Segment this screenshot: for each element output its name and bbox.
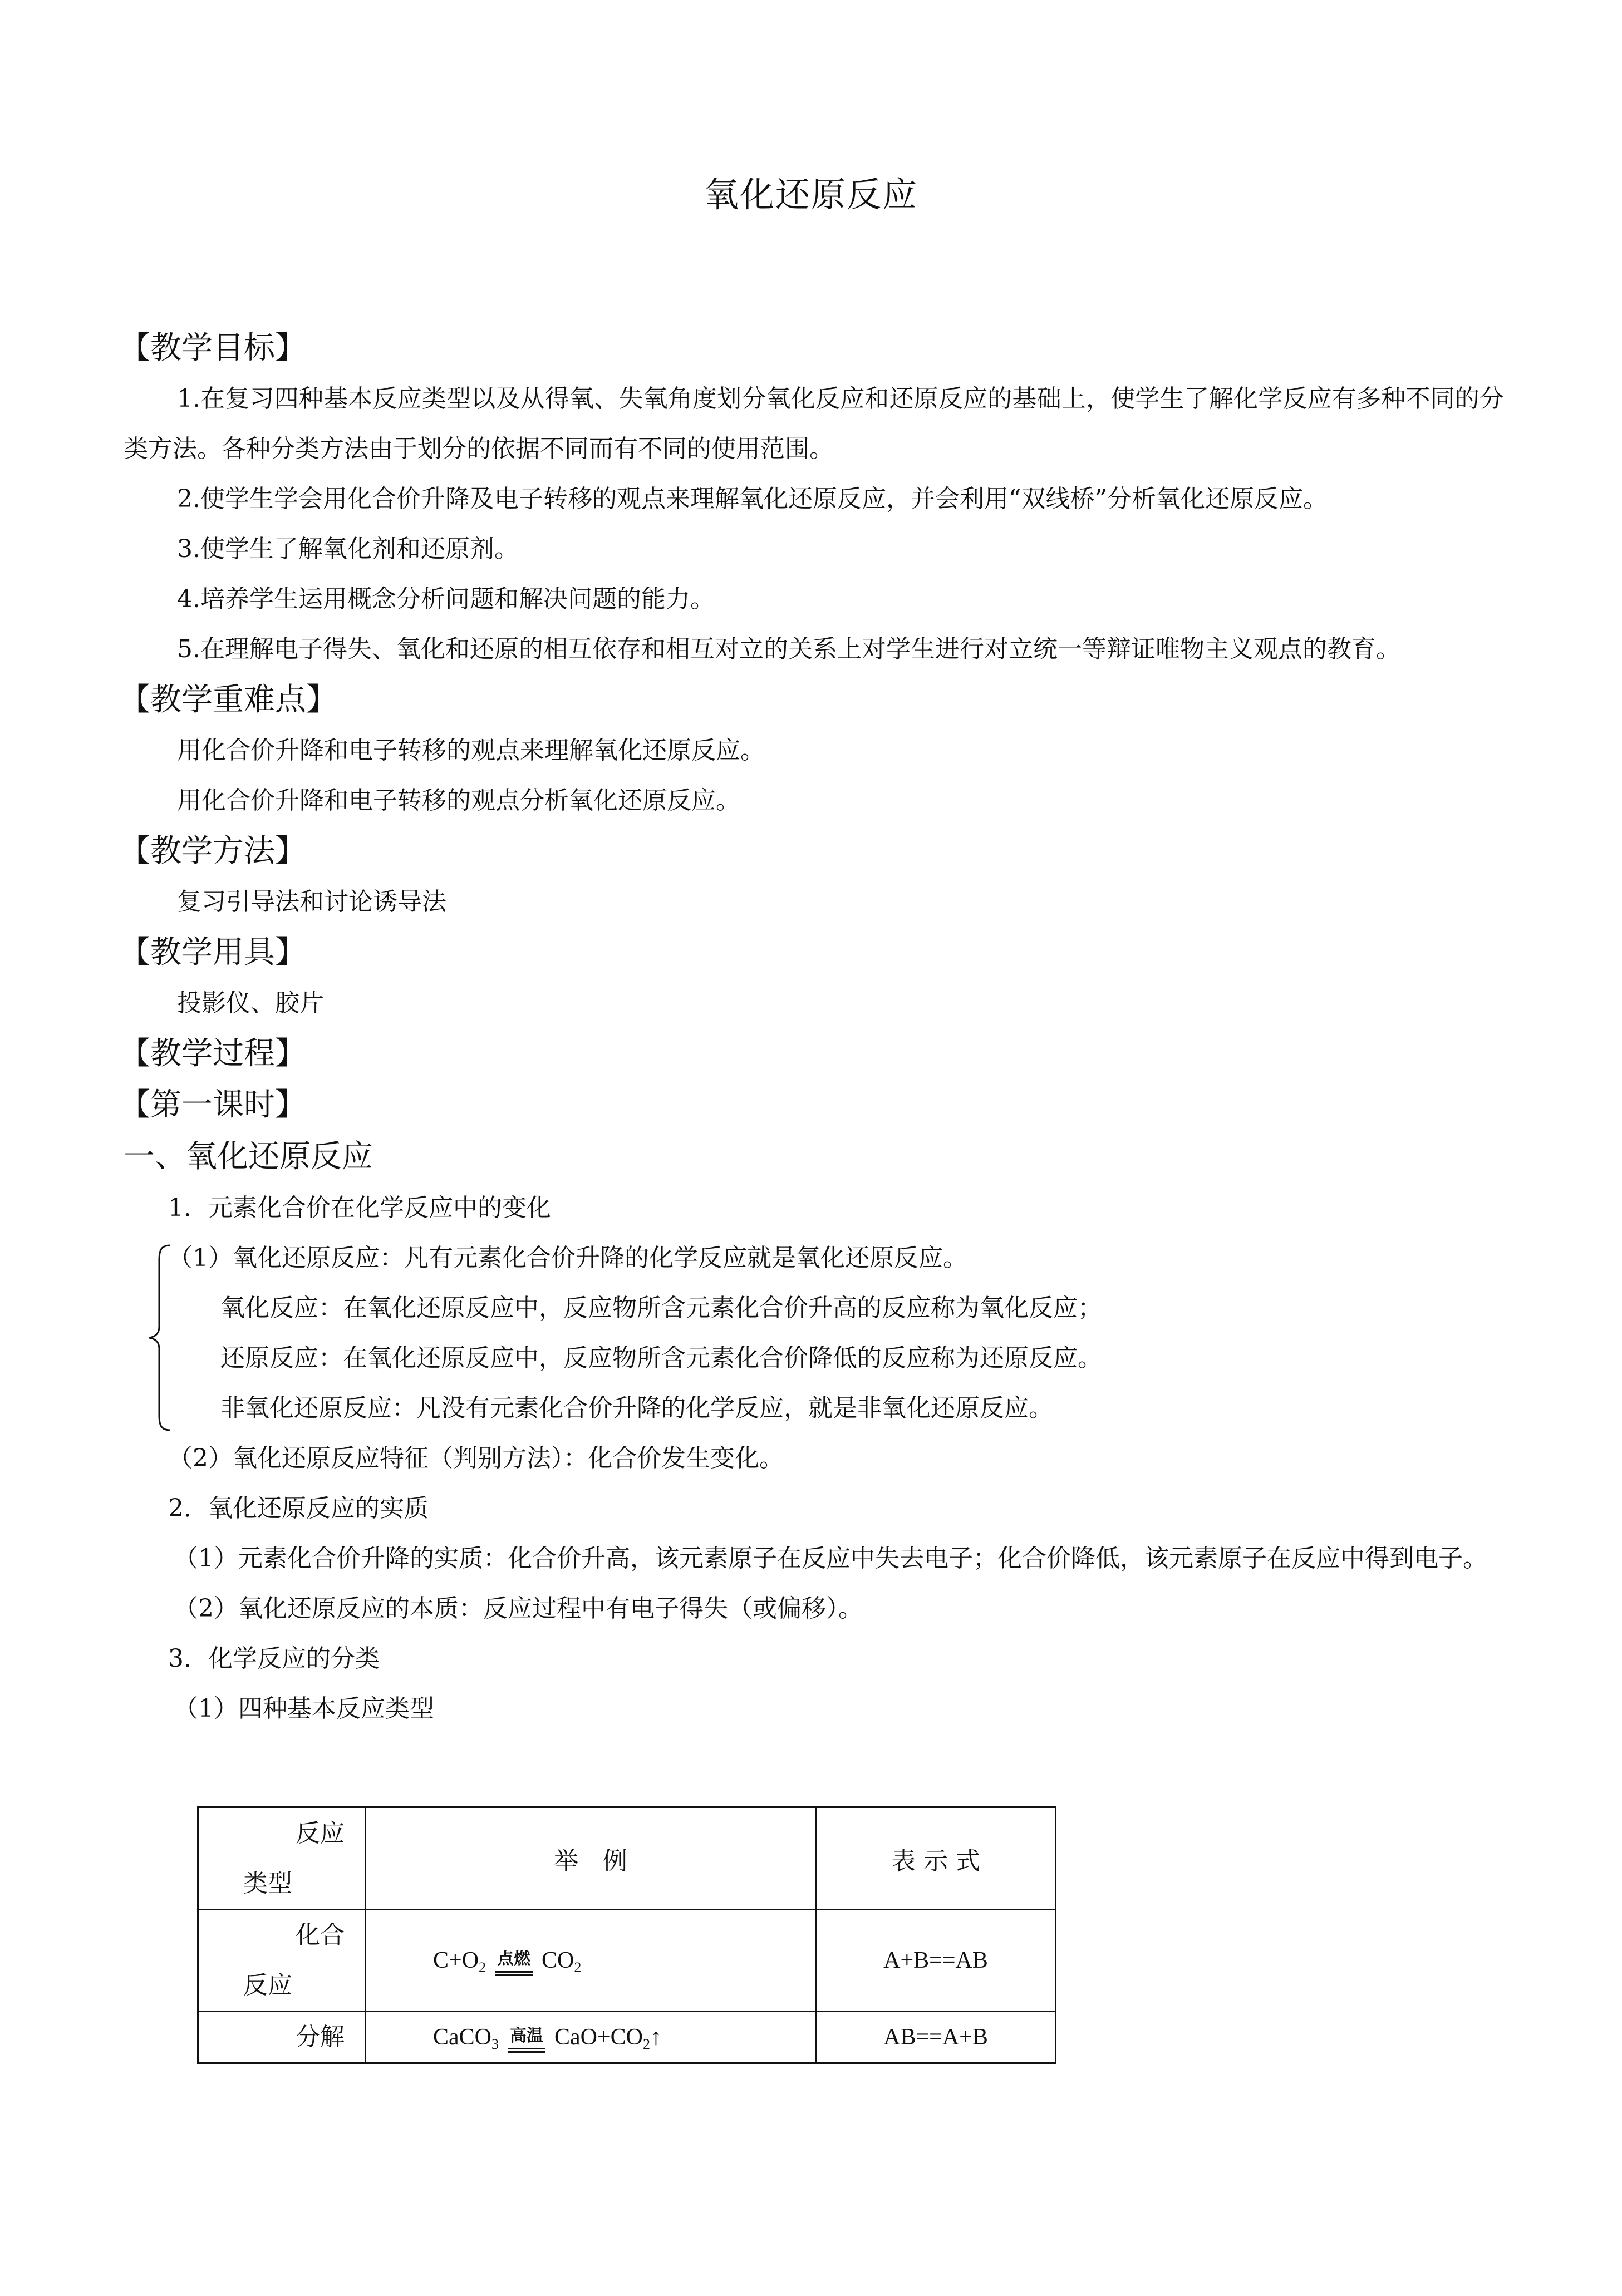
sub1-title: 1．元素化合价在化学反应中的变化 [168,1194,551,1222]
eq-left-sub: 3 [491,2036,499,2052]
reaction-condition: 高温 [510,2022,543,2052]
eq-right-tail: ↑ [650,2024,662,2050]
row-type-line1: 化合 [296,1921,345,1949]
objective-item-2: 2.使学生学会用化合价升降及电子转移的观点来理解氧化还原反应，并会利用“双线桥”分析氧化还原反应。 [177,485,1328,513]
row-type-line1: 分解 [296,2023,345,2051]
eq-right: CaO+CO [554,2024,643,2050]
table-row [198,2012,1056,2063]
header-formula-cell: 表 示 式 [816,1807,1056,1910]
row-formula-cell: A+B==AB [816,1910,1056,2012]
table-row [198,1910,1056,2012]
row-formula-cell: AB==A+B [816,2012,1056,2063]
method-heading: 【教学方法】 [119,833,306,869]
eq-left: CaCO [433,2024,491,2050]
key-point-2: 用化合价升降和电子转移的观点分析氧化还原反应。 [177,786,740,815]
key-points-heading: 【教学重难点】 [119,682,337,718]
tools-text: 投影仪、胶片 [177,989,324,1017]
def-reduction: 还原反应：在氧化还原反应中，反应物所含元素化合价降低的反应称为还原反应。 [220,1344,1102,1372]
sub2-p1: （1）元素化合价升降的实质：化合价升高，该元素原子在反应中失去电子；化合价降低，该元素原子在反应中得到电子。 [174,1544,1487,1573]
method-text: 复习引导法和讨论诱导法 [177,888,446,916]
key-point-1: 用化合价升降和电子转移的观点来理解氧化还原反应。 [177,736,765,765]
row-example-cell [366,1910,816,2012]
objective-item-3: 3.使学生了解氧化剂和还原剂。 [177,535,519,563]
sub3-subtitle: （1）四种基本反应类型 [174,1694,434,1723]
process-heading: 【教学过程】 [119,1036,306,1072]
row-type-cell [198,2012,366,2063]
sub3-title: 3．化学反应的分类 [168,1644,380,1673]
eq-left: C+O [433,1948,479,1973]
sub2-p2: （2）氧化还原反应的本质：反应过程中有电子得失（或偏移）。 [174,1594,863,1623]
sub2-title: 2．氧化还原反应的实质 [168,1494,429,1523]
row-example-cell [366,2012,816,2063]
row-type-line2: 反应 [243,1971,292,1999]
feature-text: （2）氧化还原反应特征（判别方法）：化合价发生变化。 [168,1444,784,1472]
def-oxidation: 氧化反应：在氧化还原反应中，反应物所含元素化合价升高的反应称为氧化反应； [220,1294,1102,1322]
tools-heading: 【教学用具】 [119,934,306,970]
header-type-cell [198,1807,366,1910]
eq-right-sub: 2 [643,2036,651,2052]
header-example-cell: 举 例 [366,1807,816,1910]
row-type-cell [198,1910,366,2012]
objective-item-5: 5.在理解电子得失、氧化和还原的相互依存和相互对立的关系上对学生进行对立统一等辩证唯物主义观点的教育。 [177,635,1400,663]
reaction-condition: 点燃 [497,1945,530,1975]
curly-brace [146,1243,174,1432]
def-non-redox: 非氧化还原反应：凡没有元素化合价升降的化学反应，就是非氧化还原反应。 [220,1394,1053,1422]
document-body [119,323,1504,1734]
page-title: 氧化还原反应 [704,174,918,215]
lesson1-heading: 【第一课时】 [119,1087,306,1123]
objective-item-4: 4.培养学生运用概念分析问题和解决问题的能力。 [177,585,715,613]
table-header-row [198,1807,1056,1910]
definition-group [124,1233,1504,1433]
def-main: （1）氧化还原反应：凡有元素化合价升降的化学反应就是氧化还原反应。 [168,1244,967,1272]
eq-right-sub: 2 [574,1959,582,1975]
objective-item-1: 1.在复习四种基本反应类型以及从得氧、失氧角度划分氧化反应和还原反应的基础上，使学生了解化学反应有多种不同的分类方法。各种分类方法由于划分的依据不同而有不同的使用范围。 [124,385,1504,463]
header-type-line2: 类型 [243,1869,292,1898]
reaction-types-table [197,1806,1056,2064]
eq-right: CO [542,1948,574,1973]
header-type-line1: 反应 [296,1819,345,1847]
eq-left-sub: 2 [479,1959,486,1975]
part1-title: 一、氧化还原反应 [124,1139,373,1175]
objectives-heading: 【教学目标】 [119,330,306,366]
